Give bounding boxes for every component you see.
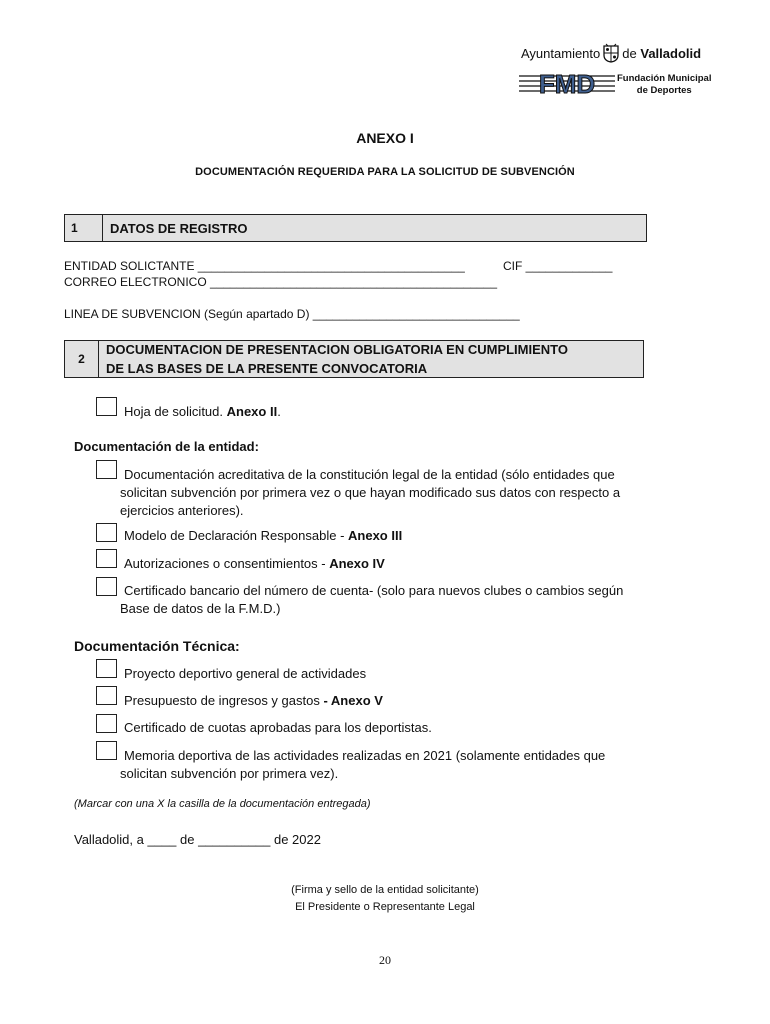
signature-line1: (Firma y sello de la entidad solicitante) [291, 884, 479, 896]
item-certificado-cuotas: Certificado de cuotas aprobadas para los deportistas. [124, 720, 432, 735]
checkbox-presupuesto[interactable] [96, 686, 117, 705]
checkbox-declaracion-responsable[interactable] [96, 523, 117, 542]
item-presupuesto: Presupuesto de ingresos y gastos - Anexo V [124, 693, 383, 708]
page-title: ANEXO I [356, 130, 414, 146]
section-2-header [64, 340, 644, 378]
item-constitucion-legal: Documentación acreditativa de la constitución legal de la entidad (sólo entidades que solicitan subvención por primera vez o que hayan modificado sus datos con respecto a ejercicios anteriores). [120, 467, 621, 518]
item-proyecto-deportivo: Proyecto deportivo general de actividades [124, 666, 367, 681]
section-1-label: DATOS DE REGISTRO [110, 220, 248, 236]
fmd-logo-text: FMD [538, 71, 596, 97]
fmd-line2: de Deportes [636, 85, 692, 96]
item-declaracion-responsable: Modelo de Declaración Responsable - Anexo III [124, 528, 403, 543]
checkbox-certificado-bancario[interactable] [96, 577, 117, 596]
signature-line2: El Presidente o Representante Legal [295, 901, 475, 913]
page-subtitle: DOCUMENTACIÓN REQUERIDA PARA LA SOLICITUD DE SUBVENCIÓN [195, 166, 575, 178]
signature-block [0, 882, 770, 916]
ayuntamiento-logo [521, 43, 701, 63]
section-2-label-line1: DOCUMENTACION DE PRESENTACION OBLIGATORIA EN CUMPLIMIENTO [106, 342, 568, 357]
checkbox-constitucion-legal[interactable] [96, 460, 117, 479]
entidad-field[interactable]: ENTIDAD SOLICTANTE ________________________________________ [64, 259, 465, 273]
correo-field[interactable]: CORREO ELECTRONICO ___________________________________________ [64, 275, 497, 289]
ayto-prefix: Ayuntamiento [521, 45, 601, 61]
fmd-name [617, 73, 711, 97]
item-certificado-bancario: Certificado bancario del número de cuenta- (solo para nuevos clubes o cambios según Base de datos de la F.M.D.) [120, 583, 624, 616]
fmd-line1: Fundación Municipal [617, 73, 712, 84]
section-2-label [99, 341, 568, 377]
linea-subvencion-field[interactable]: LINEA DE SUBVENCION (Según apartado D) _______________________________ [64, 307, 520, 321]
tecnica-heading: Documentación Técnica: [74, 638, 240, 654]
entidad-heading: Documentación de la entidad: [74, 439, 259, 454]
section-2-label-line2: DE LAS BASES DE LA PRESENTE CONVOCATORIA [106, 361, 428, 376]
city-seal-icon [602, 43, 620, 63]
instruction-note: (Marcar con una X la casilla de la documentación entregada) [74, 798, 371, 810]
cif-field[interactable]: CIF _____________ [503, 259, 613, 273]
item-memoria-deportiva: Memoria deportiva de las actividades realizadas en 2021 (solamente entidades que solicitan subvención por primera vez). [120, 748, 606, 781]
section-1-header [64, 214, 647, 242]
checkbox-autorizaciones[interactable] [96, 549, 117, 568]
fmd-logo [519, 71, 615, 97]
section-2-number: 2 [65, 341, 99, 377]
checkbox-certificado-cuotas[interactable] [96, 714, 117, 733]
checkbox-hoja-solicitud[interactable] [96, 397, 117, 416]
page-number: 20 [379, 953, 391, 967]
checkbox-memoria-deportiva[interactable] [96, 741, 117, 760]
date-line[interactable]: Valladolid, a ____ de __________ de 2022 [74, 832, 321, 847]
ayto-de: de [622, 45, 637, 61]
ayto-city: Valladolid [640, 45, 702, 61]
checkbox-proyecto-deportivo[interactable] [96, 659, 117, 678]
item-autorizaciones: Autorizaciones o consentimientos - Anexo IV [124, 556, 385, 571]
item-hoja-solicitud: Hoja de solicitud. Anexo II. [124, 404, 281, 419]
section-1-number: 1 [65, 215, 103, 241]
